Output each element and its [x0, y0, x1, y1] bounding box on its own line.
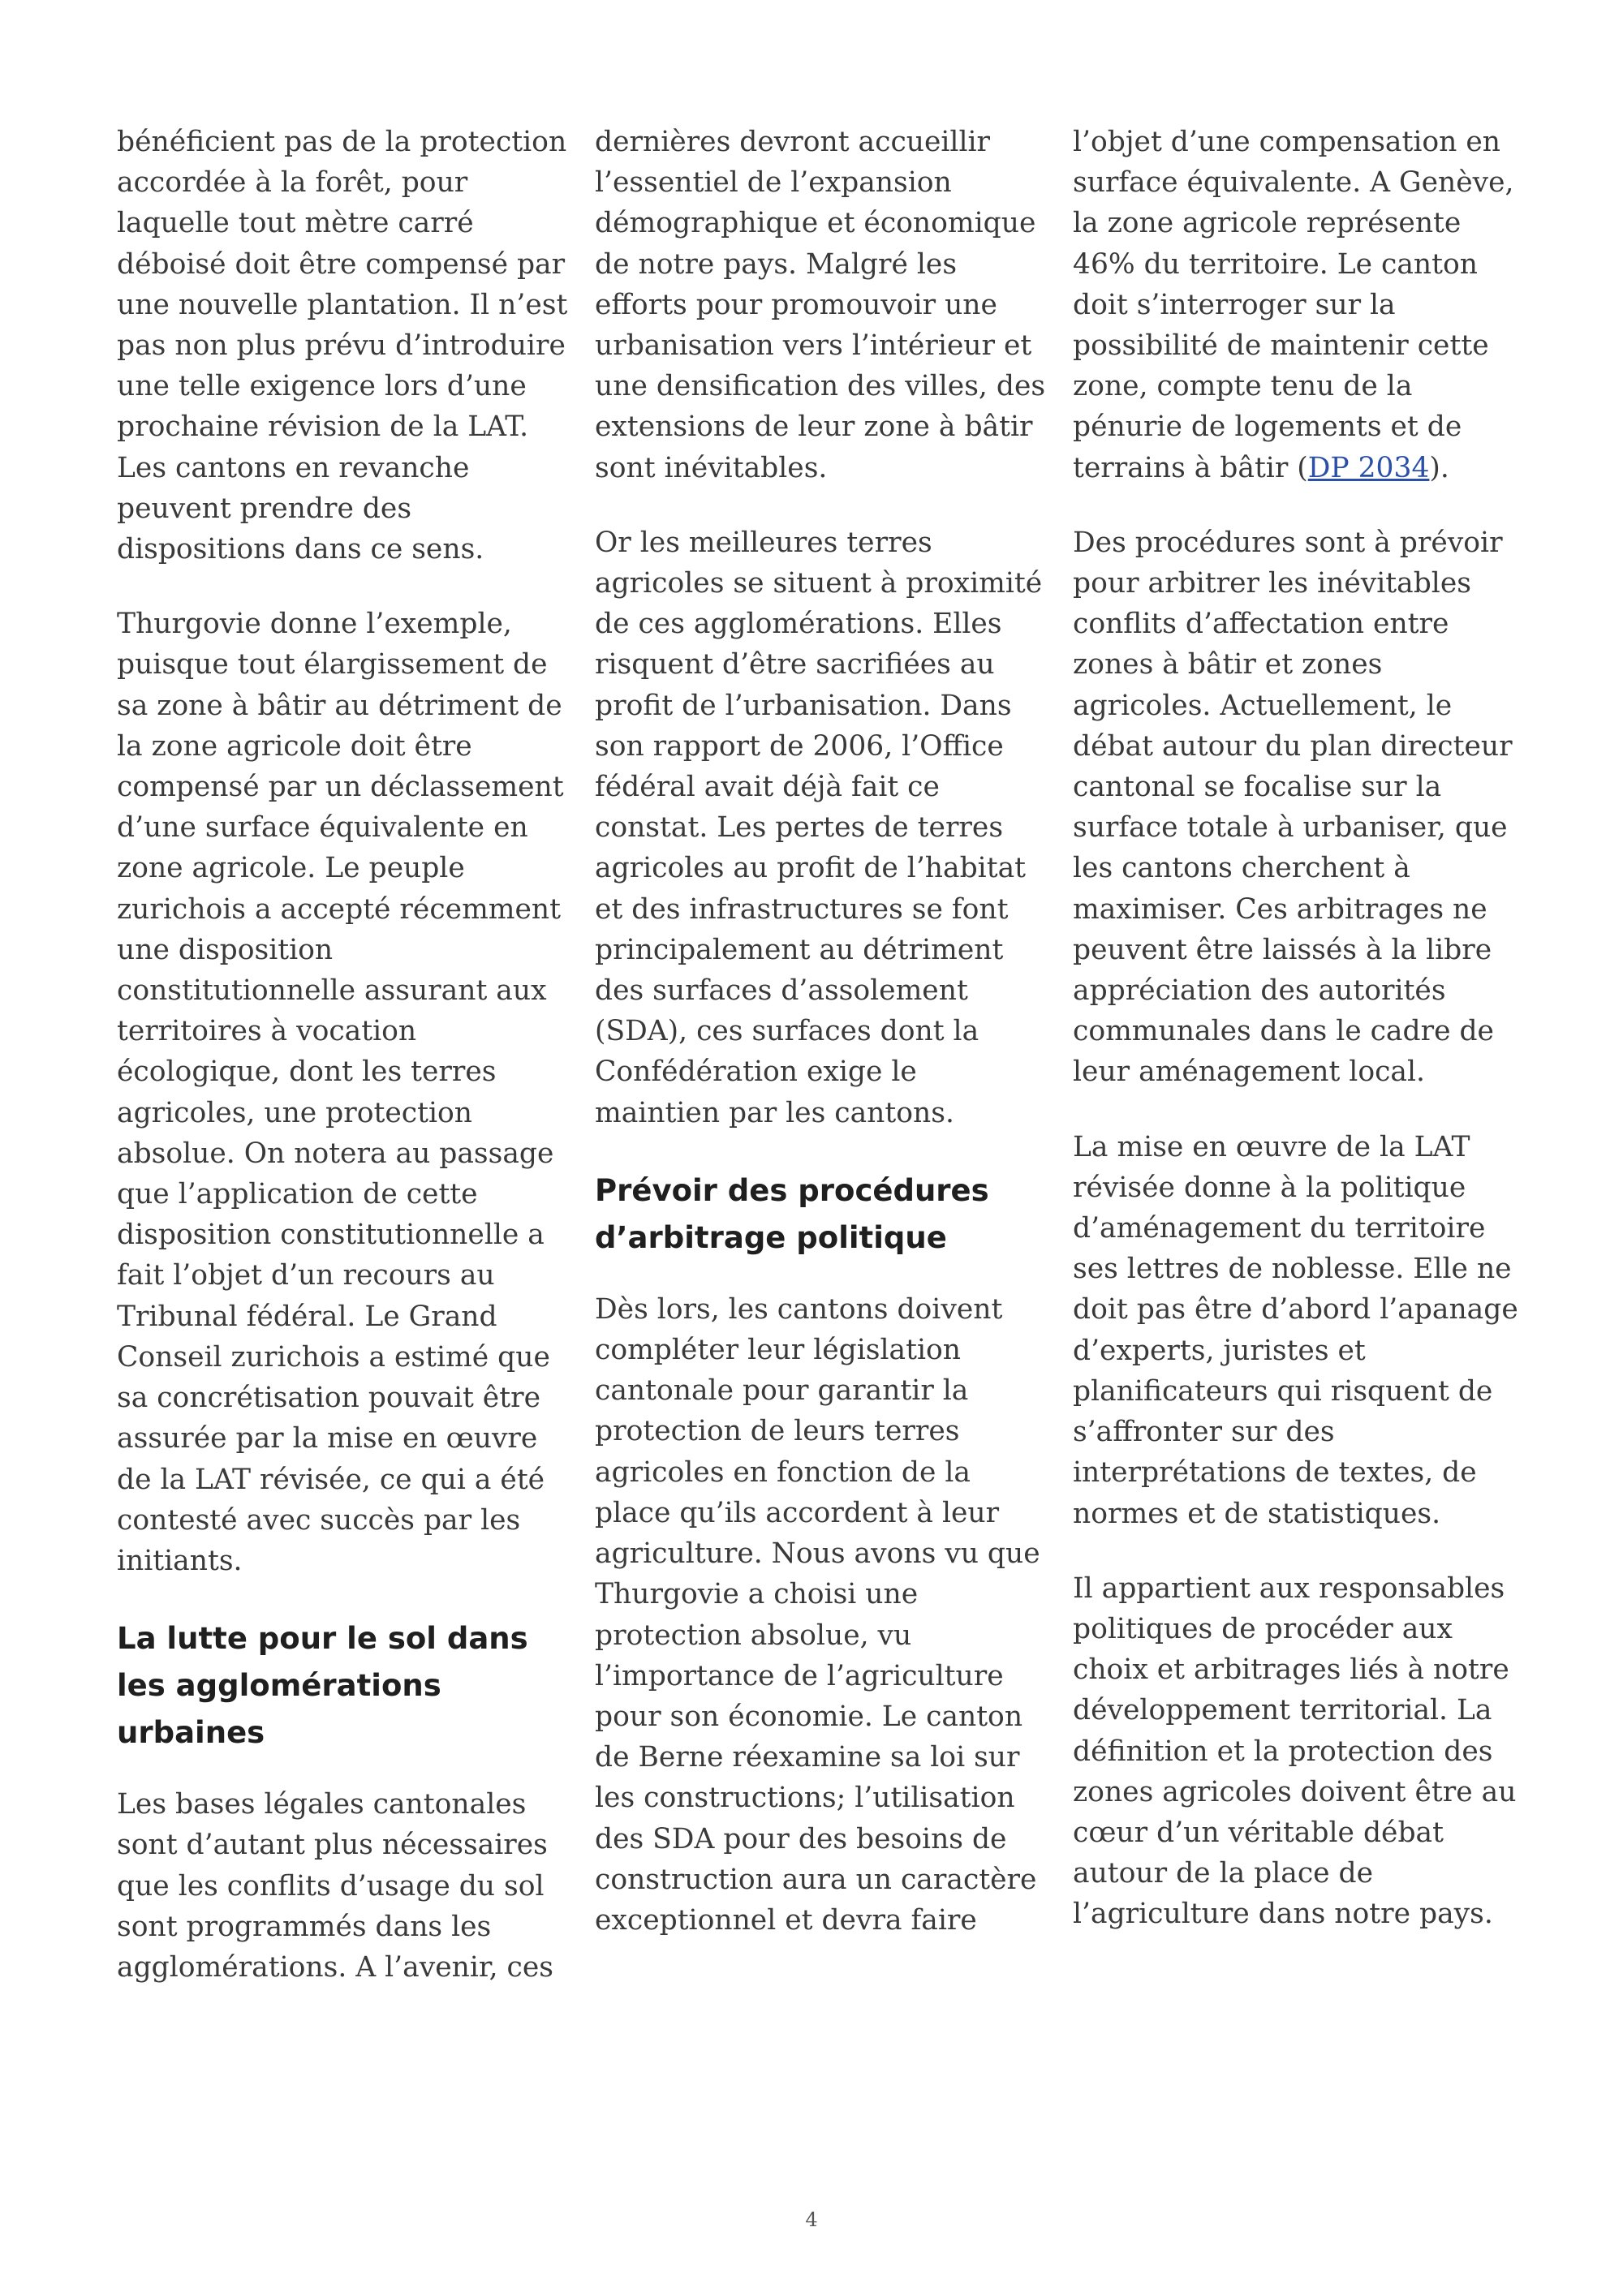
section-heading: La lutte pour le sol dans les agglomérations urbaines [117, 1621, 528, 1751]
paragraph: dernières devront accueillir l’essentiel de l’expansion démographique et économique de notre pays. Malgré les efforts pour promouvoir une urbanisation vers l’intérieur et une densification des villes, des extensions de leur zone à bâtir sont inévitables. [595, 126, 1046, 484]
section-heading: Prévoir des procédures d’arbitrage politique [595, 1172, 989, 1255]
page-number: 4 [805, 2208, 818, 2231]
paragraph: Dès lors, les cantons doivent compléter leur législation cantonale pour garantir la protection de leurs terres agricoles en fonction de la place qu’ils accordent à leur agriculture. Nous avons vu que Thurgovie a choisi une protection absolue, vu l’importance de l’agriculture pour son économie. Le canton de Berne réexamine sa loi sur les constructions; l’utilisation des SDA pour des besoins de construction aura un caractère exceptionnel et devra faire [595, 1292, 1040, 1937]
text-column-3 [1073, 122, 1527, 1969]
paragraph: bénéficient pas de la protection accordée à la forêt, pour laquelle tout mètre carré déboisé doit être compensé par une nouvelle plantation. Il n’est pas non plus prévu d’introduire une telle exigence lors d’une prochaine révision de la LAT. Les cantons en revanche peuvent prendre des dispositions dans ce sens. [117, 126, 568, 566]
reference-link[interactable]: DP 2034 [1307, 451, 1430, 484]
paragraph: Or les meilleures terres agricoles se situent à proximité de ces agglomérations. Elles risquent d’être sacrifiées au profit de l’urbanisation. Dans son rapport de 2006, l’Office fédéral avait déjà fait ce constat. Les pertes de terres agricoles au profit de l’habitat et des infrastructures se font principalement au détriment des surfaces d’assolement (SDA), ces surfaces dont la Confédération exige le maintien par les cantons. [595, 526, 1043, 1129]
paragraph: Des procédures sont à prévoir pour arbitrer les inévitables conflits d’affectation entre zones à bâtir et zones agricoles. Actuellement, le débat autour du plan directeur cantonal se focalise sur la surface totale à urbaniser, que les cantons cherchent à maximiser. Ces arbitrages ne peuvent être laissés à la libre appréciation des autorités communales dans le cadre de leur aménagement local. [1073, 526, 1513, 1089]
paragraph: La mise en œuvre de la LAT révisée donne à la politique d’aménagement du territoire ses lettres de noblesse. Elle ne doit pas être d’abord l’apanage d’experts, juristes et planificateurs qui risquent de s’affronter sur des interprétations de textes, de normes et de statistiques. [1073, 1130, 1518, 1530]
paragraph: Il appartient aux responsables politiques de procéder aux choix et arbitrages liés à notre développement territorial. La définition et la protection des zones agricoles doivent être au cœur d’un véritable débat autour de la place de l’agriculture dans notre pays. [1073, 1572, 1517, 1931]
paragraph-text: ). [1429, 451, 1449, 484]
paragraph-text: l’objet d’une compensation en surface équivalente. A Genève, la zone agricole représente 46% du territoire. Le canton doit s’interroger sur la possibilité de maintenir cette zone, compte tenu de la pénurie de logements et de terrains à bâtir ( [1073, 126, 1514, 484]
paragraph: Thurgovie donne l’exemple, puisque tout élargissement de sa zone à bâtir au détriment de la zone agricole doit être compensé par un déclassement d’une surface équivalente en zone agricole. Le peuple zurichois a accepté récemment une disposition constitutionnelle assurant aux territoires à vocation écologique, dont les terres agricoles, une protection absolue. On notera au passage que l’application de cette disposition constitutionnelle a fait l’objet d’un recours au Tribunal fédéral. Le Grand Conseil zurichois a estimé que sa concrétisation pouvait être assurée par la mise en œuvre de la LAT révisée, ce qui a été contesté avec succès par les initiants. [117, 608, 564, 1577]
paragraph [1073, 122, 1527, 488]
text-column-2 [595, 122, 1049, 1975]
text-column-1 [117, 122, 571, 2022]
paragraph: Les bases légales cantonales sont d’autant plus nécessaires que les conflits d’usage du sol sont programmés dans les agglomérations. A l’avenir, ces [117, 1788, 553, 1984]
